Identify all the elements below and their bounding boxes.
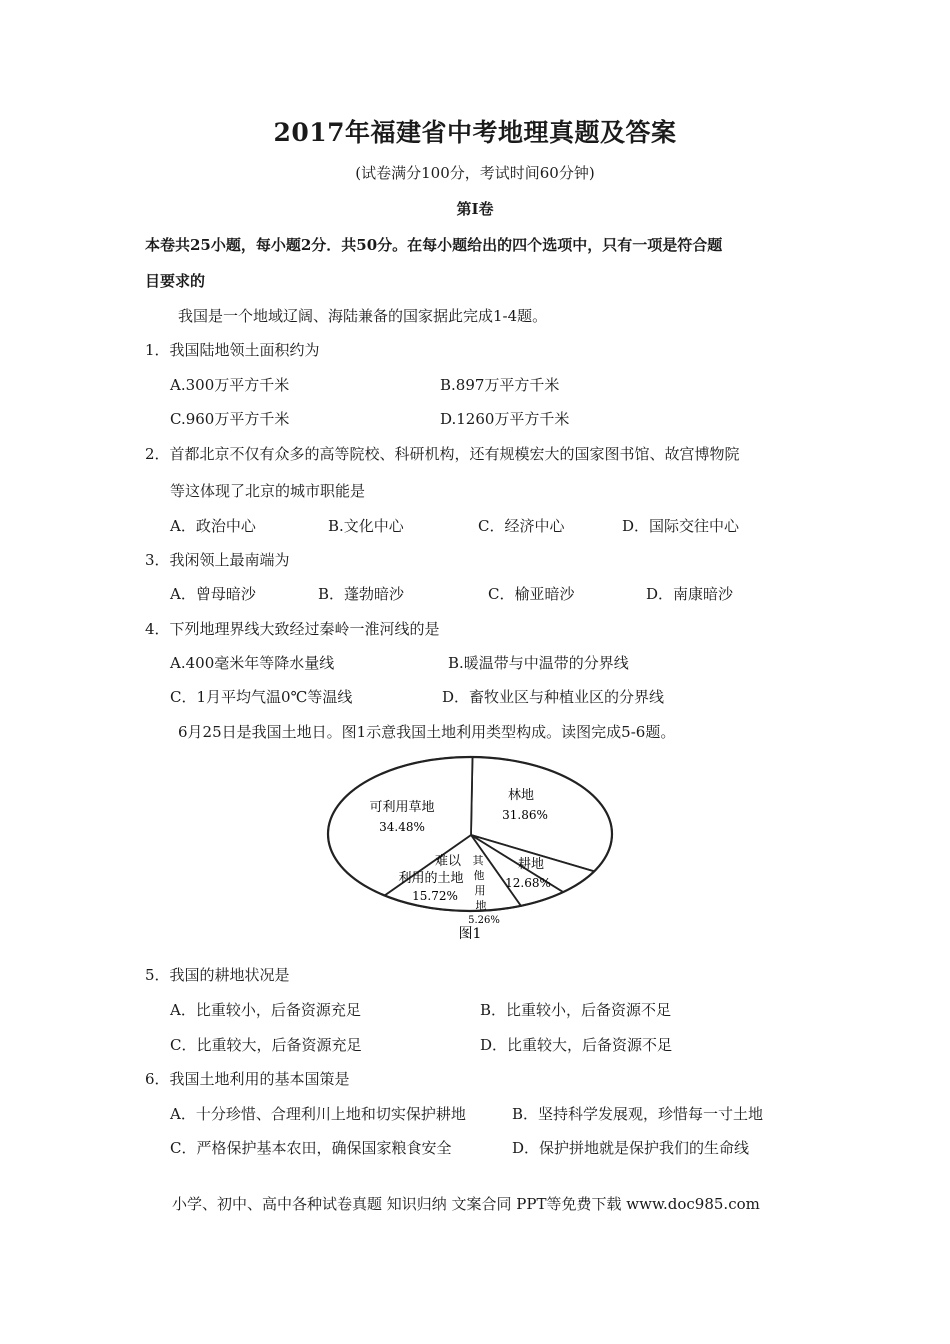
question-1-option-a: A.300万平方千米: [170, 376, 290, 394]
question-4-option-d: D．畜牧业区与种植业区的分界线: [442, 688, 665, 706]
question-6-stem: 6．我国土地利用的基本国策是: [145, 1070, 350, 1088]
intro-q1-4: 我国是一个地域辽阔、海陆兼备的国家据此完成1-4题。: [178, 307, 548, 325]
question-6-option-c: C．严格保护基本农田，确保国家粮食安全: [170, 1139, 452, 1157]
question-5-option-c: C．比重较大，后备资源充足: [170, 1036, 362, 1054]
slice-value-other: 5.26%: [468, 915, 500, 926]
question-5-option-a: A．比重较小，后备资源充足: [170, 1001, 361, 1019]
question-5-option-b: B．比重较小，后备资源不足: [480, 1001, 672, 1019]
exam-info: (试卷满分100分，考试时间60分钟): [355, 164, 595, 182]
question-1-option-b: B.897万平方千米: [440, 376, 560, 394]
question-4-option-b: B.暖温带与中温带的分界线: [448, 654, 629, 672]
question-3-stem: 3．我闲领上最南端为: [145, 551, 290, 569]
question-6-option-a: A．十分珍惜、合理利川上地和切实保护耕地: [170, 1105, 466, 1123]
question-6-option-d: D．保护拼地就是保护我们的生命线: [512, 1139, 750, 1157]
question-6-option-b: B．坚持科学发展观，珍惜每一寸土地: [512, 1105, 764, 1123]
question-2-option-b: B.文化中心: [328, 517, 404, 535]
question-5-option-d: D．比重较大，后备资源不足: [480, 1036, 673, 1054]
question-2-stem: 2．首都北京不仅有众多的高等院校、科研机构，还有规模宏大的国家图书馆、故宫博物院: [145, 445, 740, 463]
question-2-option-a: A．政治中心: [170, 517, 256, 535]
slice-value-barren: 15.72%: [412, 889, 458, 903]
slice-label-barren-line2: 利用的土地: [398, 871, 464, 886]
slice-label-forest: 林地: [507, 788, 535, 803]
intro-q5-6: 6月25日是我国土地日。图1示意我国土地利用类型构成。读图完成5-6题。: [178, 723, 676, 741]
figure-caption: 图1: [458, 926, 482, 942]
question-3-option-a: A．曾母暗沙: [170, 585, 256, 603]
instructions-line-1: 本卷共25小题，每小题2分．共50分。在每小题给出的四个选项中，只有一项是符合题: [145, 236, 723, 254]
question-3-option-d: D．南康暗沙: [646, 585, 734, 603]
question-1-stem: 1．我国陆地领土面积约为: [145, 341, 320, 359]
slice-label-other-char3: 用: [474, 884, 486, 897]
question-1-option-c: C.960万平方千米: [170, 410, 290, 428]
slice-label-other-char4: 地: [475, 899, 487, 912]
page-title: 2017年福建省中考地理真题及答案: [273, 118, 677, 147]
section-heading: 第Ⅰ卷: [456, 200, 494, 218]
slice-value-forest: 31.86%: [502, 808, 548, 822]
question-2-option-d: D．国际交往中心: [622, 517, 740, 535]
slice-label-barren-line1: 难以: [434, 854, 462, 869]
question-4-option-a: A.400毫米年等降水量线: [170, 654, 335, 672]
question-2-option-c: C．经济中心: [478, 517, 565, 535]
question-3-option-c: C．榆亚暗沙: [488, 585, 575, 603]
slice-value-cropland: 12.68%: [505, 876, 551, 890]
slice-label-cropland: 耕地: [517, 857, 545, 872]
slice-label-other-char2: 他: [473, 869, 485, 882]
slice-value-grassland: 34.48%: [379, 820, 425, 834]
question-1-option-d: D.1260万平方千米: [440, 410, 570, 428]
slice-label-grassland: 可利用草地: [369, 800, 435, 815]
question-5-stem: 5．我国的耕地状况是: [145, 966, 290, 984]
question-2-stem-cont: 等这体现了北京的城市职能是: [170, 482, 366, 500]
question-4-option-c: C．1月平均气温0℃等温线: [170, 688, 353, 706]
page-footer: 小学、初中、高中各种试卷真题 知识归纳 文案合同 PPT等免费下载 www.doc985.com: [172, 1195, 760, 1213]
land-use-pie-chart: [320, 755, 620, 945]
instructions-line-2: 目要求的: [145, 272, 206, 290]
slice-label-other-char1: 其: [472, 854, 484, 867]
question-3-option-b: B．蓬勃暗沙: [318, 585, 405, 603]
question-4-stem: 4．下列地理界线大致经过秦岭一淮河线的是: [145, 620, 440, 638]
